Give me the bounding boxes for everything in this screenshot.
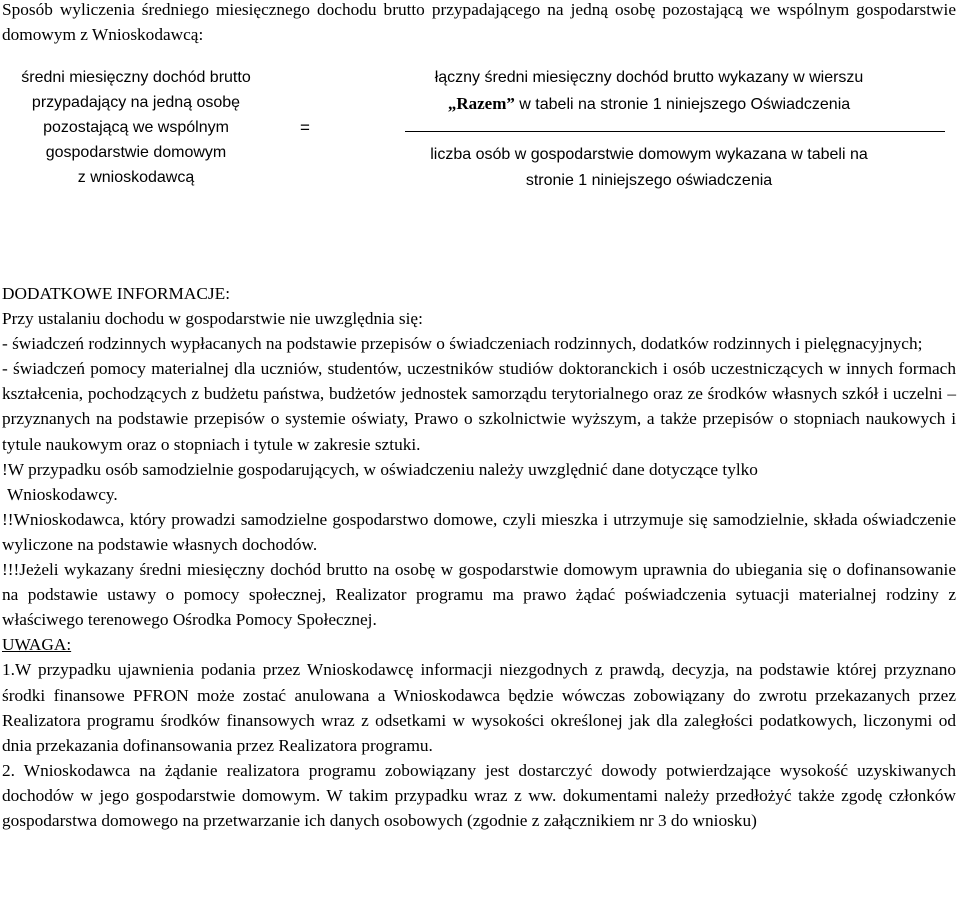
denominator-line-2: stronie 1 niniejszego oświadczenia: [525, 172, 773, 189]
denominator-line-1: liczba osób w gospodarstwie domowym wykazana w tabeli na: [430, 146, 868, 163]
formula-left-line: przypadający na jedną osobę: [31, 94, 241, 112]
exclusion-item-material-aid: - świadczeń pomocy materialnej dla uczniów, studentów, uczestników studiów doktoranckich i osób uczestniczących w innych formach kształcenia, pochodzących z budżetu państwa, budżetów jednostek samorządu terytorialnego oraz ze środków własnych szkół i uczelni – przyznanych na podstawie przepisów o systemie oświaty, Prawo o szkolnictwie wyższym, a także przepisów o stopniach naukowych i tytule naukowym oraz o stopniach i tytule w zakresie sztuki.: [2, 359, 956, 454]
formula-equals-sign: =: [300, 118, 310, 137]
warning-point-2: 2. Wnioskodawca na żądanie realizatora programu zobowiązany jest dostarczyć dowody potwierdzające wysokość uzyskiwanych dochodów w jego gospodarstwie domowym. W takim przypadku wraz z ww. dokumentami należy przedłożyć także zgodę członków gospodarstwa domowego na przetwarzanie ich danych osobowych (zgodnie z załącznikiem nr 3 do wniosku): [2, 760, 956, 830]
note-independent-household: !!Wnioskodawca, który prowadzi samodzielne gospodarstwo domowe, czyli mieszka i utrzymuje się samodzielnie, składa oświadczenie wyliczone na podstawie własnych dochodów.: [2, 509, 956, 554]
additional-info-section: [2, 281, 956, 833]
note-social-assistance: !!!Jeżeli wykazany średni miesięczny dochód brutto na osobę w gospodarstwie domowym uprawnia do ubiegania się o dofinansowanie na podstawie ustawy o pomocy społecznej, Realizator programu ma prawo żądać poświadczenia sytuacji materialnej rodziny z właściwego terenowego Ośrodka Pomocy Społecznej.: [2, 560, 956, 630]
warning-point-1: 1.W przypadku ujawnienia podania przez Wnioskodawcę informacji niezgodnych z prawdą, decyzja, na podstawie której przyznano środki finansowe PFRON może zostać anulowana a Wnioskodawca będzie wówczas zobowiązany do zwrotu przekazanych przez Realizatora programu środków finansowych wraz z odsetkami w wysokości określonej jak dla zaległości podatkowych, liczonymi od dnia przekazania dofinansowania przez Realizatora programu.: [2, 660, 956, 755]
intro-paragraph: Sposób wyliczenia średniego miesięcznego dochodu brutto przypadającego na jedną osobę pozostającą we wspólnym gospodarstwie domowym z Wnioskodawcą:: [2, 0, 956, 45]
numerator-bold-razem: „Razem”: [447, 94, 515, 113]
formula-left-side: [0, 65, 272, 190]
income-formula: [0, 65, 960, 195]
formula-left-line: średni miesięczny dochód brutto: [21, 69, 251, 86]
numerator-line-1: łączny średni miesięczny dochód brutto wykazany w wierszu: [434, 69, 864, 86]
numerator-line-2-text: w tabeli na stronie 1 niniejszego Oświadczenia: [514, 96, 851, 113]
warning-heading: UWAGA:: [2, 635, 72, 655]
fraction-bar: [405, 131, 945, 132]
numerator-line-2: [335, 91, 960, 118]
additional-info-heading: DODATKOWE INFORMACJE:: [2, 284, 231, 303]
formula-denominator: [335, 142, 960, 194]
formula-left-line: z wnioskodawcą: [77, 169, 195, 187]
note-single-household-continued: Wnioskodawcy.: [7, 484, 118, 504]
formula-left-line: gospodarstwie domowym: [45, 144, 227, 162]
note-single-household: !W przypadku osób samodzielnie gospodarujących, w oświadczeniu należy uwzględnić dane dotyczące tylko: [2, 459, 758, 479]
formula-numerator: [335, 65, 960, 118]
exclusion-item-family-benefits: - świadczeń rodzinnych wypłacanych na podstawie przepisów o świadczeniach rodzinnych, dodatków rodzinnych i pielęgnacyjnych;: [2, 334, 923, 354]
exclusions-lead: Przy ustalaniu dochodu w gospodarstwie nie uwzględnia się:: [2, 309, 423, 329]
formula-left-line: pozostającą we wspólnym: [43, 119, 229, 137]
